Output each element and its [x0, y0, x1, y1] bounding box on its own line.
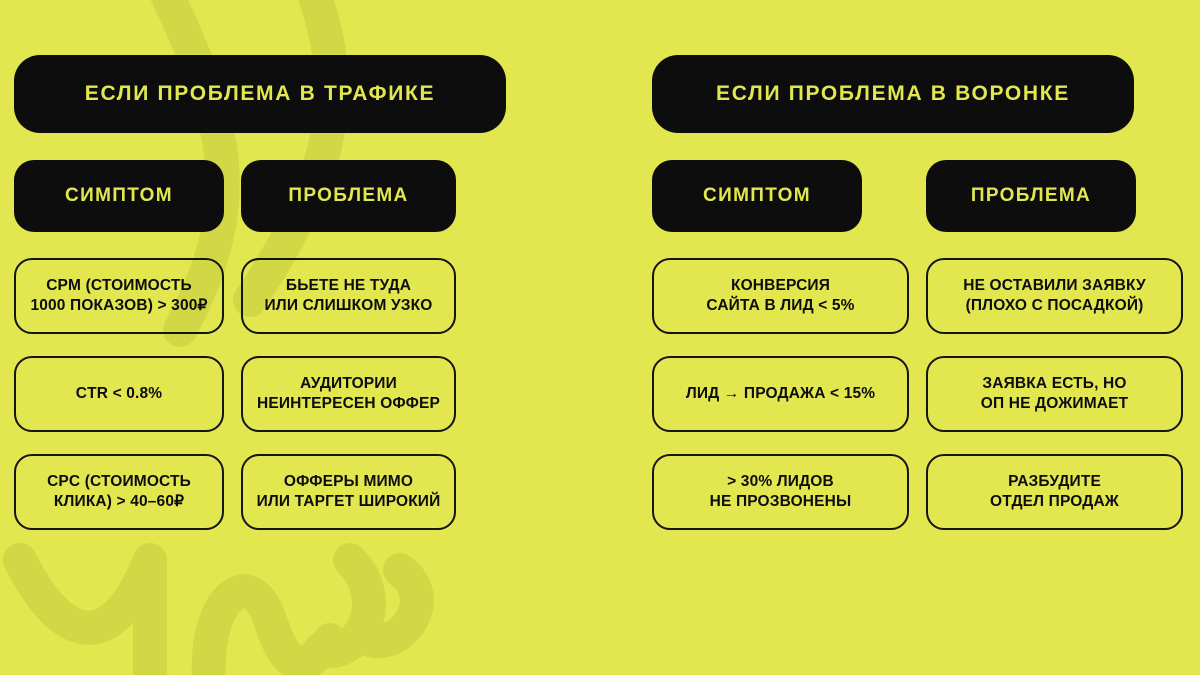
cell-traffic-problem-2 [241, 356, 456, 432]
cell-line: 1000 ПОКАЗОВ) > 300₽ [30, 297, 208, 314]
cell-line: ЗАЯВКА ЕСТЬ, НО [982, 375, 1127, 393]
cell-line: ИЛИ СЛИШКОМ УЗКО [264, 297, 433, 314]
column-header-symptom: СИМПТОМ [652, 160, 862, 232]
cell-line: ОП НЕ ДОЖИМАЕТ [980, 395, 1129, 412]
cell-line: CTR < 0.8% [75, 385, 163, 403]
cell-funnel-problem-3 [926, 454, 1183, 530]
cell-funnel-symptom-3 [652, 454, 909, 530]
cell-line: (ПЛОХО С ПОСАДКОЙ) [965, 297, 1144, 314]
panel-traffic-columns [14, 160, 592, 552]
cell-line: АУДИТОРИИ [300, 375, 397, 393]
cell-funnel-symptom-2 [652, 356, 909, 432]
panel-funnel [652, 55, 1186, 552]
cell-line: > 30% ЛИДОВ [727, 473, 834, 491]
panel-funnel-columns [652, 160, 1186, 552]
cell-line: ОФФЕРЫ МИМО [283, 473, 414, 491]
cell-traffic-symptom-3 [14, 454, 224, 530]
cell-line: CPM (СТОИМОСТЬ [46, 277, 192, 295]
cell-line: НЕ ОСТАВИЛИ ЗАЯВКУ [963, 277, 1146, 295]
column-header-symptom: СИМПТОМ [14, 160, 224, 232]
cell-funnel-problem-1 [926, 258, 1183, 334]
cell-line: ОТДЕЛ ПРОДАЖ [990, 493, 1119, 510]
cell-line: КОНВЕРСИЯ [730, 277, 831, 295]
cell-line: РАЗБУДИТЕ [1008, 473, 1101, 491]
cell-line: НЕ ПРОЗВОНЕНЫ [709, 493, 852, 510]
cell-line: НЕИНТЕРЕСЕН ОФФЕР [256, 395, 440, 412]
cell-funnel-symptom-1 [652, 258, 909, 334]
cell-line: CPC (СТОИМОСТЬ [47, 473, 191, 491]
panel-traffic-title: ЕСЛИ ПРОБЛЕМА В ТРАФИКЕ [14, 55, 506, 133]
cell-line: ЛИД → ПРОДАЖА < 15% [685, 385, 876, 403]
cell-traffic-symptom-1 [14, 258, 224, 334]
cell-line: САЙТА В ЛИД < 5% [706, 297, 855, 314]
cell-line: ИЛИ ТАРГЕТ ШИРОКИЙ [256, 493, 441, 510]
column-header-problem: ПРОБЛЕМА [926, 160, 1136, 232]
panel-funnel-title: ЕСЛИ ПРОБЛЕМА В ВОРОНКЕ [652, 55, 1134, 133]
column-funnel-problem [926, 160, 1183, 552]
column-header-problem: ПРОБЛЕМА [241, 160, 456, 232]
column-traffic-symptom [14, 160, 224, 552]
cell-traffic-problem-3 [241, 454, 456, 530]
column-funnel-symptom [652, 160, 909, 552]
cell-line: БЬЕТЕ НЕ ТУДА [285, 277, 412, 295]
cell-line: КЛИКА) > 40–60₽ [53, 493, 185, 510]
cell-traffic-symptom-2 [14, 356, 224, 432]
cell-funnel-problem-2 [926, 356, 1183, 432]
column-traffic-problem [241, 160, 456, 552]
cell-traffic-problem-1 [241, 258, 456, 334]
panel-traffic [14, 55, 592, 552]
